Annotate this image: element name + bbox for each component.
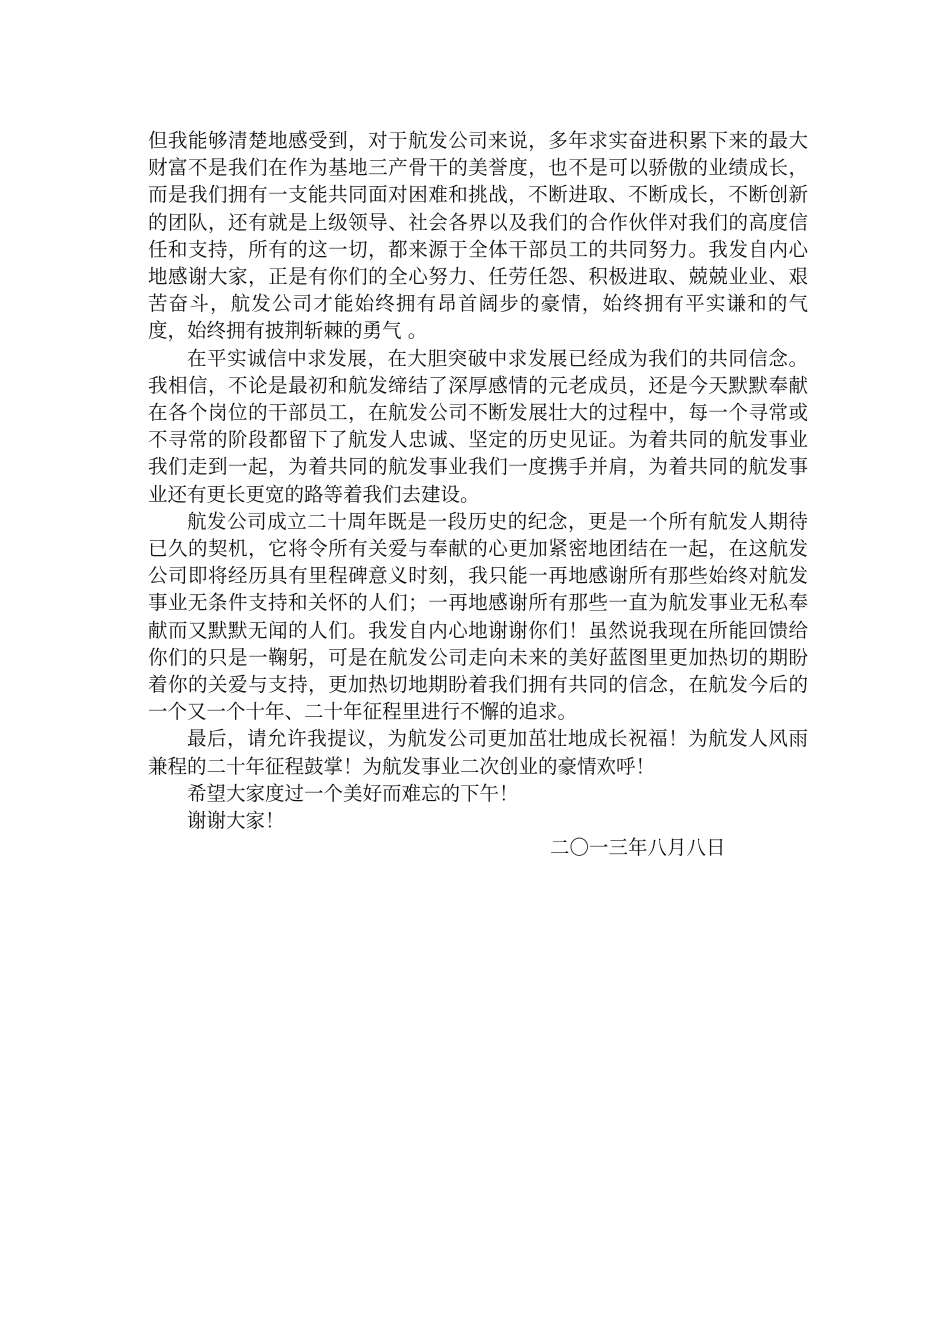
document-body [148,127,808,861]
document-date: 二〇一三年八月八日 [550,836,726,860]
paragraph-anniversary: 航发公司成立二十周年既是一段历史的纪念，更是一个所有航发人期待已久的契机，它将令所有关爱与奉献的心更加紧密地团结在一起，在这航发公司即将经历具有里程碑意义时刻，我只能一再地感谢所有那些始终对航发事业无条件支持和关怀的人们；一再地感谢所有那些一直为航发事业无私奉献而又默默无闻的人们。我发自内心地谢谢你们！虽然说我现在所能回馈给你们的只是一鞠躬，可是在航发公司走向未来的美好蓝图里更加热切的期盼着你的关爱与支持，更加热切地期盼着我们拥有共同的信念，在航发今后的一个又一个十年、二十年征程里进行不懈的追求。 [148,509,808,724]
paragraph-thanks: 谢谢大家！ [187,809,285,833]
paragraph-toast: 最后，请允许我提议，为航发公司更加茁壮地成长祝福！为航发人风雨兼程的二十年征程鼓掌！为航发事业二次创业的豪情欢呼！ [148,727,808,778]
paragraph-gratitude: 但我能够清楚地感受到，对于航发公司来说，多年求实奋进积累下来的最大财富不是我们在作为基地三产骨干的美誉度，也不是可以骄傲的业绩成长，而是我们拥有一支能共同面对困难和挑战，不断进取、不断成长，不断创新的团队，还有就是上级领导、社会各界以及我们的合作伙伴对我们的高度信任和支持，所有的这一切，都来源于全体干部员工的共同努力。我发自内心地感谢大家，正是有你们的全心努力、任劳任怨、积极进取、兢兢业业、艰苦奋斗，航发公司才能始终拥有昂首阔步的豪情，始终拥有平实谦和的气度，始终拥有披荆斩棘的勇气 。 [148,129,808,343]
paragraph-shared-belief: 在平实诚信中求发展，在大胆突破中求发展已经成为我们的共同信念。我相信，不论是最初和航发缔结了深厚感情的元老成员，还是今天默默奉献在各个岗位的干部员工，在航发公司不断发展壮大的过程中，每一个寻常或不寻常的阶段都留下了航发人忠诚、坚定的历史见证。为着共同的航发事业我们走到一起，为着共同的航发事业我们一度携手并肩，为着共同的航发事业还有更长更宽的路等着我们去建设。 [148,346,808,506]
paragraph-wish: 希望大家度过一个美好而难忘的下午！ [187,781,519,805]
